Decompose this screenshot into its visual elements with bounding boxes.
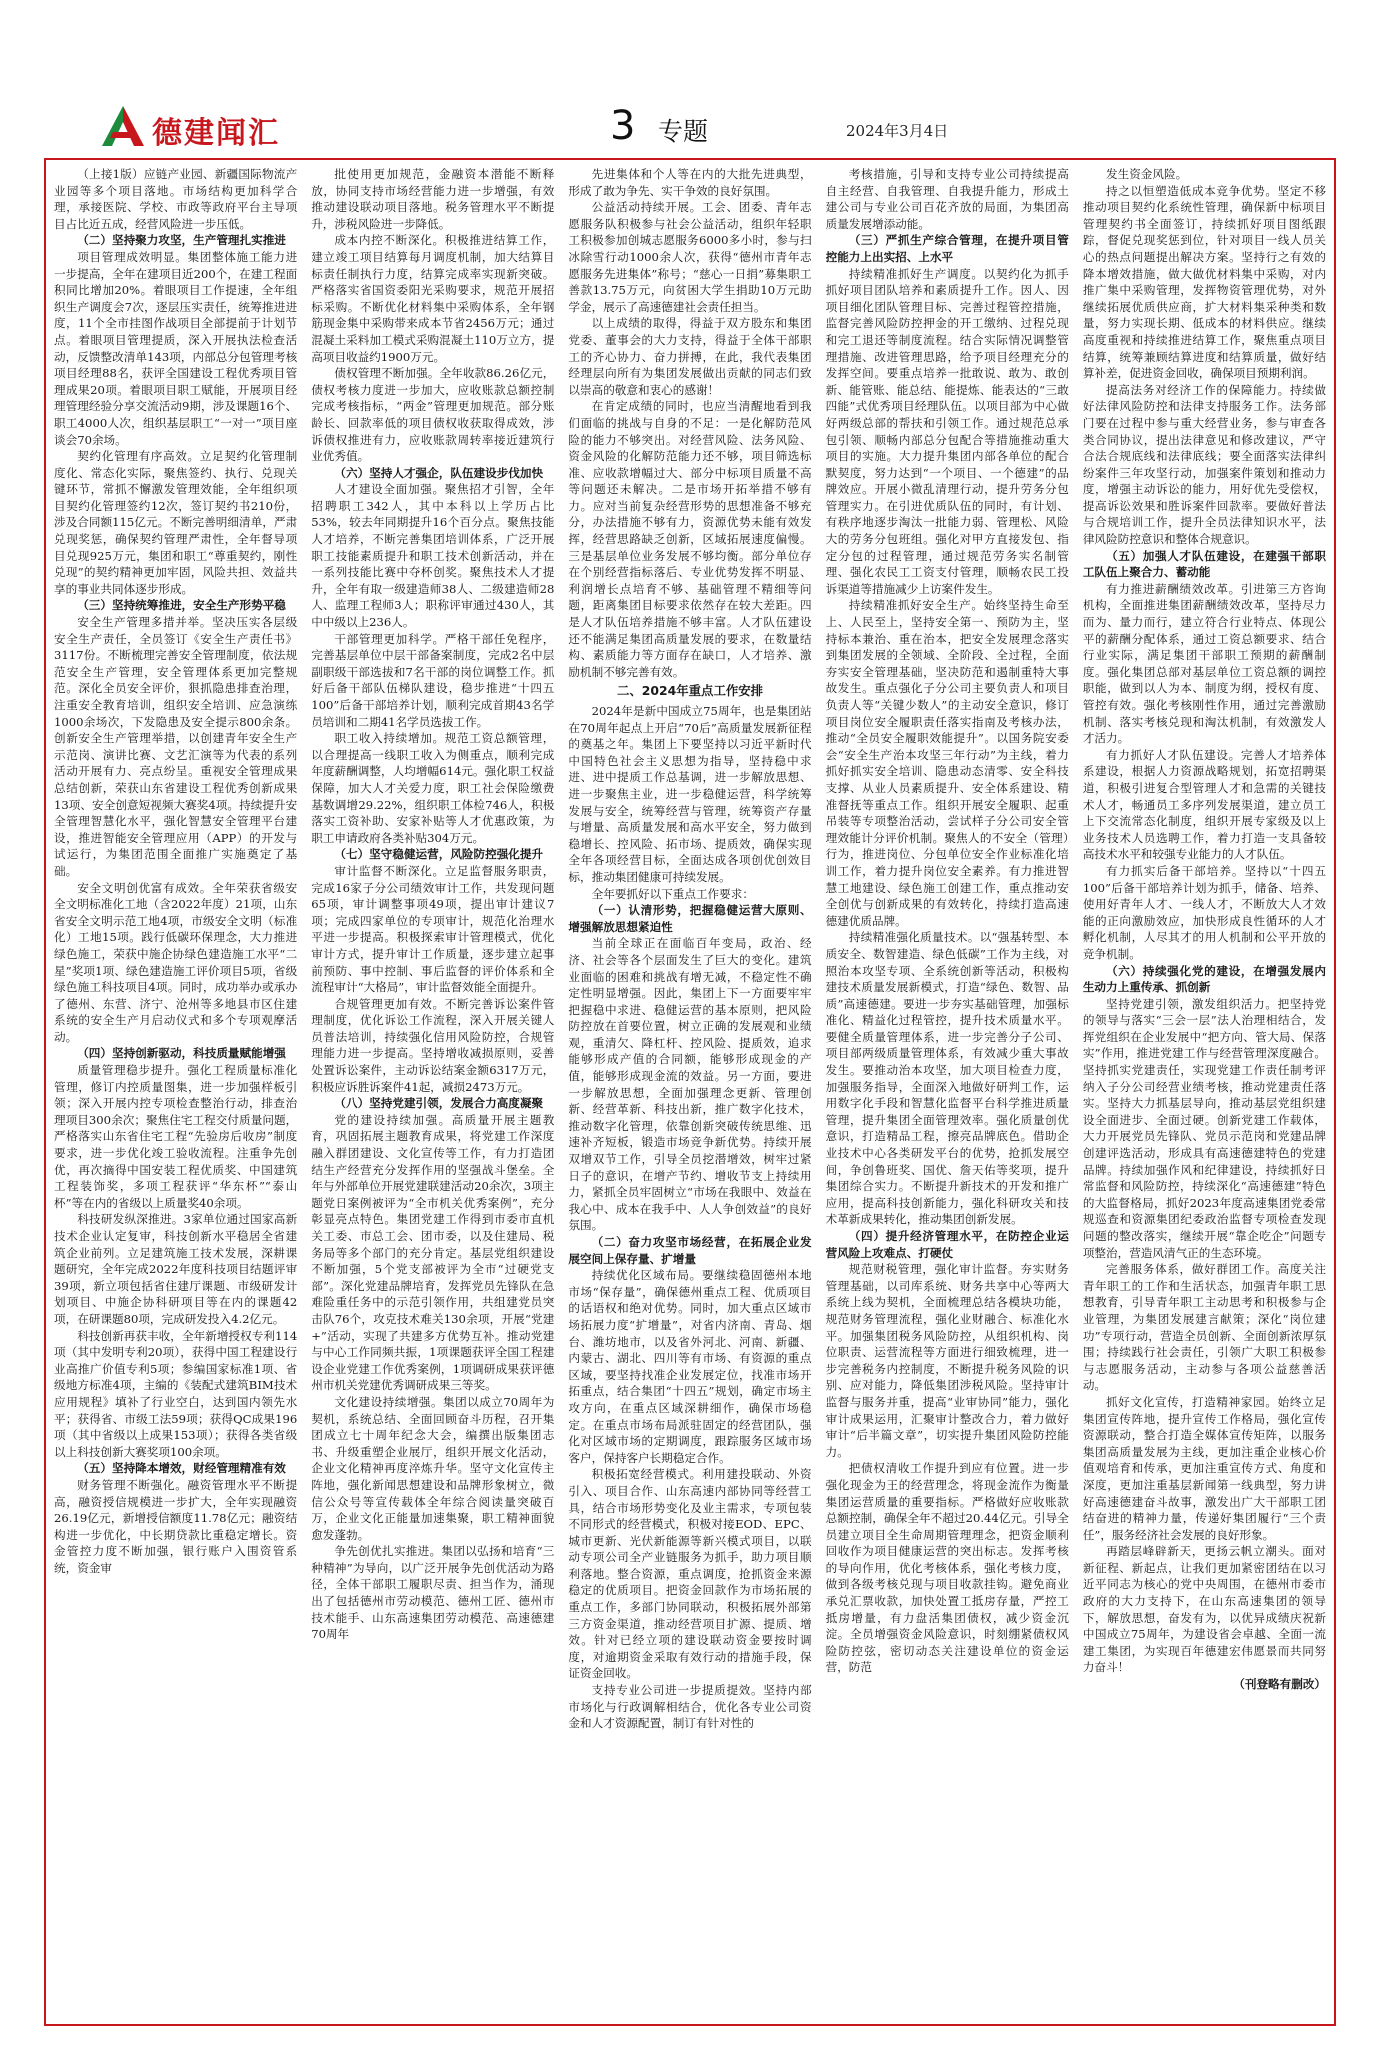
paragraph: 文化建设持续增强。集团以成立70周年为契机，系统总结、全面回顾奋斗历程，召开集团成立七十周年纪念大会，编撰出版集团志书、升级重塑企业展厅，组织开展文化活动，企业文化精神再度淬炼升华。坚守文化宣传主阵地，强化新闻思想建设和品牌形象树立，微信公众号等宣传载体全年综合阅读量突破百万，企业文化正能量加速集聚，职工精神面貌愈发蓬勃。 [311,1394,555,1542]
section-heading: （五）加强人才队伍建设，在建强干部职工队伍上聚合力、蓄动能 [1082,548,1327,580]
article-body [54,166,1326,2018]
paragraph: 债权管理不断加强。全年收款86.26亿元，债权考核力度进一步加大，应收账款总额控制完成考核指标，“两金”管理更加规范。部分账龄长、回款率低的项目债权收获取得成效，涉诉债权推进有力，应收账款周转率接近建筑行业优秀值。 [311,366,555,464]
section-heading: （四）坚持创新驱动，科技质量赋能增强 [77,1046,286,1061]
paragraph: 持之以恒塑造低成本竞争优势。坚定不移推动项目契约化系统性管理，确保新中标项目管理契约书全面签订，持续抓好项目图纸跟踪，督促兑现奖惩到位，针对项目一线人员关心的热点问题提出解决方案。坚持行之有效的降本增效措施，做大做优材料集中采购，对内推广集中采购管理，发挥物资管理优势，对外继续拓展优质供应商，扩大材料集采种类和数量，努力实现长期、低成本的材料供应。继续高度重视和持续推进结算工作，聚焦重点项目结算，统筹兼顾结算进度和结算质量，做好结算补差，促进资金回收，确保项目预期利润。 [1082,183,1327,381]
section-heading: （五）坚持降本增效，财经管理精准有效 [77,1461,286,1476]
paragraph: 有力抓实后备干部培养。坚持以“十四五100”后备干部培养计划为抓手，储备、培养、使用好青年人才、一线人才，不断放大人才效能的正向激励效应，加快形成良性循环的人才孵化机制，人尽其才的用人机制和公平开放的竞争机制。 [1082,863,1327,961]
paragraph: 人才建设全面加强。聚焦招才引智，全年招聘职工342人，其中本科以上学历占比53%，较去年同期提升16个百分点。聚焦技能人才培养，不断完善集团培训体系，广泛开展职工技能素质提升和职工技术创新活动，并在一系列技能比赛中夺杯创奖。聚焦技术人才提升，全年有取一级建造师38人、二级建造师28人、监理工程师3人；职称评审通过430人，其中中级以上236人。 [311,482,555,630]
paragraph: 契约化管理有序高效。立足契约化管理制度化、常态化实际，聚焦签约、执行、兑现关键环节，常抓不懈激发管理效能，全年组织项目契约化管理签约12次，签订契约书210份，涉及合同额115亿元。不断完善明细清单，严肃兑现奖惩，确保契约管理严肃性，全年督导项目兑现925万元，集团和职工“尊重契约，刚性兑现”的契约精神更加牢固，风险共担、效益共享的事业共同体逐步形成。 [54,449,298,596]
article-column-4 [826,166,1069,2018]
paragraph: 完善服务体系，做好群团工作。高度关注青年职工的工作和生活状态，加强青年职工思想教育，引导青年职工主动思考和积极参与企业管理，为集团发展建言献策；深化“岗位建功”专项行动，营造全员创新、全面创新浓厚氛围；持续践行社会责任，引领广大职工积极参与志愿服务活动，主动参与各项公益慈善活动。 [1082,1262,1327,1393]
page-topic: 专题 [658,117,709,146]
paragraph: 再踏层峰辟新天，更扬云帆立潮头。面对新征程、新起点，让我们更加紧密团结在以习近平同志为核心的党中央周围，在德州市委市政府的大力支持下，在山东高速集团的领导下，解放思想，奋发有为，以优异成绩庆祝新中国成立75周年，为建设省会卓越、全面一流建工集团，为实现百年德建宏伟愿景而共同努力奋斗！ [1082,1544,1327,1675]
paragraph: 审计监督不断深化。立足监督服务职责，完成16家子分公司绩效审计工作，共发现问题65项，审计调整事项49项，提出审计建议7项；完成四家单位的专项审计，规范化治理水平进一步提高。积极探索审计管理模式，优化审计方式，提升审计工作质量，逐步建立起事前预防、事中控制、事后监督的评价体系和全流程审计“大格局”，审计监督效能全面提升。 [311,863,555,995]
paragraph: 把债权清收工作提升到应有位置。进一步强化现金为王的经营理念，将现金流作为衡量集团运营质量的重要指标。严格做好应收账款总额控制，确保全年不超过20.44亿元。引导全员建立项目全生命周期管理理念，把资金顺利回收作为项目健康运营的突出标志。发挥考核的导向作用，优化考核体系，强化考核力度，做到各级考核兑现与项目收款挂钩。避免商业承兑汇票收款，加快处置工抵房存量，严控工抵房增量，有力盘活集团债权，减少资金沉淀。全员增强资金风险意识，时刻绷紧债权风险防控弦，密切动态关注建设单位的资金运营，防范 [825,1461,1069,1675]
page-number: 3 [610,103,636,149]
issue-date: 2024年3月4日 [846,122,949,140]
section-heading: （八）坚持党建引领，发展合力高度凝聚 [334,1096,544,1111]
paragraph: 规范财税管理，强化审计监督。夯实财务管理基础，以司库系统、财务共享中心等两大系统上线为契机，全面梳理总结各模块功能，规范财务管理流程，强化业财融合、标准化水平。加强集团税务风险防控，从组织机构、岗位职责、运营流程等方面进行细致梳理，进一步完善税务内控制度，不断提升税务风险的识别、应对能力，降低集团涉税风险。坚持审计监督与服务并重，提高“业审协同”能力，强化审计成果运用，汇聚审计整改合力，着力做好审计“后半篇文章”，切实提升集团风险防控能力。 [825,1262,1069,1459]
paragraph: 干部管理更加科学。严格干部任免程序，完善基层单位中层干部备案制度，完成2名中层副职级干部选拔和7名干部的岗位调整工作。抓好后备干部队伍梯队建设，稳步推进“十四五100”后备干部培养计划，顺利完成首期43名学员培训和二期41名学员选拔工作。 [311,631,555,729]
paragraph: 在肯定成绩的同时，也应当清醒地看到我们面临的挑战与自身的不足：一是化解防范风险的能力不够突出。对经营风险、法务风险、资金风险的化解防范能力还不够，项目筛选标准、应收款增幅过大、部分中标项目质量不高等问题还未解决。二是市场开拓举措不够有力。应对当前复杂经营形势的思想准备不够充分，办法措施不够有力，资源优势未能有效发挥，经营思路缺乏创新，区域拓展速度偏慢。三是基层单位业务发展不够均衡。部分单位存在个别经营指标落后、专业优势发挥不明显、利润增长点培育不够、基础管理不精细等问题，距离集团目标要求依然存在较大差距。四是人才队伍培养措施不够丰富。人才队伍建设还不能满足集团高质量发展的要求，在数量结构、素质能力等方面存在缺口，人才培养、激励机制不够完善有效。 [568,399,812,679]
paragraph: 支持专业公司进一步提质提效。坚持内部市场化与行政调解相结合，优化各专业公司资金和人才资源配置，制订有针对性的 [568,1683,812,1731]
paragraph: 持续精准强化质量技术。以“强基转型、本质安全、数智建造、绿色低碳”工作为主线，对照治本攻坚专项、全系统创新等活动，积极构建技术质量发展新模式，打造“绿色、数智、品质”高速德建。要进一步夯实基础管理，加强标准化、精益化过程管控，提升技术质量水平。要健全质量管理体系，进一步完善分子公司、项目部两级质量管理体系，有效减少重大事故发生。要推动治本攻坚，加大项目检查力度，加强服务指导，全面深入地做好研判工作，运用数字化手段和智慧化监督平台科学推进质量管理，提升集团全面管理效率。强化质量创优意识，打造精品工程，擦亮品牌底色。借助企业技术中心各类研发平台的优势，抢抓发展空间，争创鲁班奖、国优、詹天佑等奖项，提升集团综合实力。不断提升新技术的开发和推广应用，提高科技创新能力，强化科研攻关和技术革新成果转化，推动集团创新发展。 [825,930,1069,1227]
paragraph: 积极拓宽经营模式。利用建投联动、外资引入、项目合作、山东高速内部协同等经营工具，结合市场形势变化及业主需求，专项包装不同形式的经营模式，积极对接EOD、EPC、城市更新、光伏新能源等新兴模式项目，以联动专项公司全产业链服务为抓手，助力项目顺利落地。整合资源，重点调度，抢抓资金来源稳定的优质项目。把资金回款作为市场拓展的重点工作，多部门协同联动，积极拓展外部第三方资金渠道，推动经营项目扩源、提质、增效。针对已经立项的建设联动资金要按时调度，对逾期资金采取有效行动的措施手段，保证资金回收。 [568,1467,812,1681]
paragraph: 合规管理更加有效。不断完善诉讼案件管理制度，优化诉讼工作流程，深入开展关键人员普法培训，持续强化信用风险防控，合规管理能力进一步提高。坚持增收减损原则，妥善处置诉讼案件，主动诉讼结案金额6317万元，积极应诉胜诉案件41起，减损2473万元。 [311,996,555,1094]
article-column-5 [1083,166,1326,2018]
paragraph: 以上成绩的取得，得益于双方股东和集团党委、董事会的大力支持，得益于全体干部职工的齐心协力、奋力拼搏，在此，我代表集团经理层向所有为集团发展做出贡献的同志们致以崇高的敬意和衷心的感谢！ [568,316,812,397]
section-heading: （七）坚守稳健运营，风险防控强化提升 [334,847,544,862]
section-heading: （四）提升经济管理水平，在防控企业运营风险上攻难点、打硬仗 [825,1229,1069,1260]
paragraph: 有力抓好人才队伍建设。完善人才培养体系建设，根据人力资源战略规划，拓宽招聘渠道，积极引进复合型管理人才和急需的关键技术人才，畅通员工多序列发展渠道，建立员工上下交流常态化制度，组织开展专家级及以上业务技术人员选聘工作，着力打造一支具备较高技术水平和较强专业能力的人才队伍。 [1082,747,1327,862]
paragraph: 持续精准抓好安全生产。始终坚持生命至上、人民至上，坚持安全第一、预防为主，坚持标本兼治、重在治本，把安全发展理念落实到集团发展的全领域、全阶段、全过程，全面夯实安全管理基础，坚决防范和遏制重特大事故发生。重点强化子分公司主要负责人和项目负责人等“关键少数人”的主动安全意识，修订项目岗位安全履职责任落实指南及考核办法，推动“全员安全履职效能提升”。以国务院安委会“安全生产治本攻坚三年行动”为主线，着力抓好抓实安全培训、隐患动态清零、安全科技支撑、从业人员素质提升、安全体系建设、精准督抚等重点工作。组织开展安全履职、起重吊装等专项整治活动，尝试样子分公司安全管理效能计分评价机制。聚焦人的不安全（管理）行为，推进岗位、分包单位安全作业标准化培训工作，着力提升岗位安全素养。有力推进智慧工地建设、绿色施工创建工作，重点推动安全创优与创新成果的有效转化，持续打造高速德建优质品牌。 [825,598,1069,928]
paragraph: 发生资金风险。 [1106,167,1188,181]
paragraph: 批使用更加规范，金融资本潜能不断释放，协同支持市场经营能力进一步增强，有效推动建设联动项目落地。税务管理水平不断提升，涉税风险进一步降低。 [311,167,555,231]
section-heading: （六）持续强化党的建设，在增强发展内生动力上重传承、抓创新 [1082,963,1327,995]
paragraph: 质量管理稳步提升。强化工程质量标准化管理，修订内控质量图集，进一步加强样板引领；深入开展内控专项检查整治行动，排查治理项目300余次；聚焦住宅工程交付质量问题，严格落实山东省住宅工程“先验房后收房”制度要求，进一步优化竣工验收流程。注重争先创优，再次摘得中国安装工程优质奖、中国建筑工程装饰奖，多项工程获评“华东杯”“泰山杯”等在内的省级以上质量奖40余项。 [54,1063,298,1210]
paragraph: 2024年是新中国成立75周年，也是集团站在70周年起点上开启“70后”高质量发展新征程的奠基之年。集团上下要坚持以习近平新时代中国特色社会主义思想为指导，坚持稳中求进、进中提质工作总基调，进一步解放思想、进一步聚焦主业，进一步稳健运营，科学统筹发展与安全，统筹经营与管理，统筹资产存量与增量、高质量发展和高水平安全，努力做到稳增长、控风险、拓市场、提质效，确保实现全年各项经营目标，全面达成各项创优创效目标，推动集团健康可持续发展。 [568,704,812,884]
editor-note: （刊登略有删改） [1233,1677,1327,1692]
section-heading: 二、2024年重点工作安排 [617,683,764,699]
paragraph: 职工收入持续增加。规范工资总额管理，以合理提高一线职工收入为侧重点，顺利完成年度薪酬调整，人均增幅614元。强化职工权益保障，加大人才关爱力度，职工社会保险缴费基数调增29.22%，组织职工体检746人，积极落实工资补助、安家补贴等人才优惠政策，为职工申请政府各类补贴304万元。 [311,731,555,845]
article-column-3 [568,166,811,2018]
paragraph: 先进集体和个人等在内的大批先进典型，形成了敢为争先、实干争效的良好氛围。 [568,167,812,198]
paragraph: 成本内控不断深化。积极推进结算工作，建立竣工项目结算每月调度机制，加大结算目标责任制执行力度，结算完成率实现新突破。严格落实省国资委阳光采购要求，规范开展招标采购。不断优化材料集中采购体系，全年钢筋现金集中采购带来成本节省2456万元；通过混凝土采料加工模式采购混凝土110万立方，提高项目收益约1900万元。 [311,233,555,364]
paragraph: 财务管理不断强化。融资管理水平不断提高，融资授信规模进一步扩大，全年实现融资26.19亿元，新增授信额度11.78亿元；融资结构进一步优化，中长期贷款比重稳定增长。资金管控力度不断加强，银行账户入围资管系统，资金审 [54,1477,298,1575]
paragraph: 持续优化区域布局。要继续稳固德州本地市场“保存量”，确保德州重点工程、优质项目的话语权和绝对优势。同时，加大重点区域市场拓展力度“扩增量”，对省内济南、青岛、烟台、潍坊地市，以及省外河北、河南、新疆、内蒙古、湖北、四川等有市场、有资源的重点区域，要坚持找准企业发展定位，找准市场开拓重点，结合集团“十四五”规划，确定市场主攻方向，在重点区域深耕细作，确保市场稳定。在重点市场布局派驻固定的经营团队，强化对区域市场的定期调度，跟踪服务区域市场客户，保持客户长期稳定合作。 [568,1268,812,1465]
paragraph: 提高法务对经济工作的保障能力。持续做好法律风险防控和法律支持服务工作。法务部门要在过程中参与重大经营业务，参与审查各类合同协议，提出法律意见和修改建议，严守合法合规底线和法律底线；要全面落实法律纠纷案件三年攻坚行动，加强案件策划和推动力度，增强主动诉讼的能力，用好优先受偿权，提高诉讼效果和胜诉案件回款率。要做好普法与合规培训工作，提升全员法律知识水平，法律风险防控意识和整体合规意识。 [1082,382,1327,547]
paragraph: 科技研发纵深推进。3家单位通过国家高新技术企业认定复审，科技创新水平稳居全省建筑企业前列。立足建筑施工技术发展，深耕课题研究，全年完成2022年度科技项目结题评审39项，新立项包括省住建厅课题、市级研发计划项目、中施企协科研项目等在内的课题42项，在研课题80项，完成研发投入4.2亿元。 [54,1212,298,1326]
masthead [0,0,1380,150]
section-heading: （三）严抓生产综合管理，在提升项目管控能力上出实招、上水平 [825,233,1069,264]
paragraph: 抓好文化宣传，打造精神家园。始终立足集团宣传阵地，提升宣传工作格局，强化宣传资源联动，整合打造全媒体宣传矩阵，以服务集团高质量发展为主线，更加注重企业核心价值观培育和传承，更加注重宣传方式、角度和深度，更加注重基层新闻第一线典型，努力讲好高速德建奋斗故事，激发出广大干部职工团结奋进的精神力量，传递好集团履行“三个责任”，服务经济社会发展的良好形象。 [1082,1394,1327,1542]
paragraph: 公益活动持续开展。工会、团委、青年志愿服务队积极参与社会公益活动，组织年轻职工积极参加创城志愿服务6000多小时，参与扫冰除雪行动1000余人次，获得“德州市青年志愿服务先进集体”称号；“慈心一日捐”募集职工善款13.75万元，向贫困大学生捐助10万元助学金，展示了高速德建社会责任担当。 [568,200,812,314]
newspaper-name: 德建闻汇 [152,116,280,151]
paragraph: （上接1版）应链产业园、新疆国际物流产业园等多个项目落地。市场结构更加科学合理，承接医院、学校、市政等政府平台主导项目占比近五成，经营风险进一步压低。 [54,167,298,231]
section-heading: （三）坚持统筹推进，安全生产形势平稳 [77,598,286,613]
paragraph: 有力推进薪酬绩效改革。引进第三方咨询机构，全面推进集团薪酬绩效改革，坚持尽力而为、量力而行，建立符合行业特点、体现公平的薪酬分配体系，通过工资总额要求、结合行业实际，满足集团干部职工预期的薪酬制度。强化集团总部对基层单位工资总额的调控职能，做到以人为本、制度为纲，授权有度、管控有效。强化考核刚性作用，通过完善激励机制、落实考核兑现和淘汰机制，有效激发人才活力。 [1082,581,1327,746]
paragraph: 项目管理成效明显。集团整体施工能力进一步提高，全年在建项目近200个，在建工程面积同比增加20%。着眼项目工作提速，全年组织生产调度会7次，逐层压实责任，统筹推进进度，11个全市挂图作战项目全部提前于计划节点。着眼项目管理提质，深入开展执法检查活动，反馈整改清单143项，内部总分包管理考核项目经理88名，获评全国建设工程优秀项目管理成果20项。着眼项目职工赋能，开展项目经理管理经验分享交流活动9期，涉及课题16个、职工4000人次，组织基层职工“一对一”项目座谈会70余场。 [54,249,298,447]
paragraph: 持续精准抓好生产调度。以契约化为抓手抓好项目团队培养和素质提升工作。因人、因项目细化团队管理目标、完善过程管控措施，监督完善风险防控押金的开工缴纳、过程兑现和完工退还等制度流程。结合实际情况调整管理措施、改进管理思路，给予项目经理充分的发挥空间。要重点培养一批敢说、敢为、敢创新、能管账、能总结、能提炼、能表达的“三敢四能”式优秀项目经理队伍。以项目部为中心做好两级总部的帮扶和引领工作。通过规范总承包引领、顺畅内部总分包配合等措施推动重大项目的实施。大力提升集团内部各单位的配合默契度，努力达到“一个项目、一个德建”的品牌效应。开展小微乱清理行动，提升劳务分包管理实力。在引进优质队伍的同时，有计划、有秩序地逐步淘汰一批能力弱、管理松、风险大的劳务分包班组。强化对甲方直接发包、指定分包的过程管理，通过规范劳务实名制管理、强化农民工工资支付管理，顺畅农民工投诉渠道等措施减少上访案件发生。 [825,266,1069,596]
paragraph: 当前全球正在面临百年变局，政治、经济、社会等各个层面发生了巨大的变化。建筑业面临的困难和挑战有增无减，不稳定性不确定性明显增强。因此，集团上下一方面要牢牢把握稳中求进、稳健运营的基本原则，把风险防控放在首要位置，树立正确的发展观和业绩观，重清欠、降杠杆、控风险、提质效，追求能够形成产值的合同额，能够形成现金的产值，能够形成现金流的效益。另一方面，要进一步解放思想，全面加强理念更新、管理创新、经营革新、科技出新，推广数字化技术，推动数字化管理，依靠创新突破传统思维、迅速补齐短板，锻造市场竞争新优势。持续开展双增双节工作，引导全员挖潜增效，树牢过紧日子的意识，在增产节约、增收节支上持续用力，紧抓全员牢固树立“市场在我眼中、效益在我心中、成本在我手中、人人争创效益”的良好氛围。 [568,936,812,1233]
section-heading: （二）坚持聚力攻坚，生产管理扎实推进 [77,233,286,248]
article-column-2 [311,166,554,2018]
section-heading: （二）奋力攻坚市场经营，在拓展企业发展空间上保存量、扩增量 [568,1235,812,1266]
paragraph: 安全文明创优富有成效。全年荣获省级安全文明标准化工地（含2022年度）21项，山东省安全文明示范工地4项，市级安全文明（标准化）工地15项。践行低碳环保理念，大力推进绿色施工，荣获中施企协绿色建造施工水平“二星”奖项1项、绿色建造施工评价项目5项，省级绿色施工科技项目4项。同时，成功举办或承办了德州、东营、济宁、沧州等多地县市区住建系统的安全生产月启动仪式和多个专项观摩活动。 [54,880,298,1044]
section-heading: （一）认清形势，把握稳健运营大原则、增强解放思想紧迫性 [568,903,812,934]
section-heading: （六）坚持人才强企，队伍建设步伐加快 [334,465,544,480]
paragraph: 争先创优扎实推进。集团以弘扬和培育“三种精神”为导向，以广泛开展争先创优活动为路径，全体干部职工履职尽责、担当作为，涌现出了包括德州市劳动模范、德州工匠、德州市技术能手、山东高速集团劳动模范、高速德建70周年 [311,1544,555,1642]
paragraph: 考核措施，引导和支持专业公司持续提高自主经营、自我管理、自我提升能力，形成土建公司与专业公司百花齐放的局面，为集团高质量发展增添动能。 [825,167,1069,231]
paragraph: 科技创新再获丰收，全年新增授权专利114项（其中发明专利20项），获得中国工程建设行业高推广价值专利5项；参编国家标准1项、省级地方标准4项，主编的《装配式建筑BIM技术应用规程》填补了行业空白，达到国内领先水平；获得省、市级工法59项；获得QC成果196项（其中省级以上成果153项）；获得各类省级以上科技创新大赛奖项100余项。 [54,1328,298,1459]
paragraph: 全年要抓好以下重点工作要求： [591,886,754,901]
company-logo-icon [100,104,146,148]
paragraph: 党的建设持续加强。高质量开展主题教育，巩固拓展主题教育成果，将党建工作深度融入群团建设、文化宣传等工作，有力打造团结生产经营充分发挥作用的坚强战斗堡垒。全年与外部单位开展党建联建活动20余次，3项主题党日案例被评为“全市机关优秀案例”，充分彰显亮点特色。集团党建工作得到市委市直机关工委、市总工会、团市委，以及住建局、税务局等多个部门的充分肯定。基层党组织建设不断加强，5个党支部被评为全市“过硬党支部”。深化党建品牌培育，发挥党员先锋队在急难险重任务中的示范引领作用，共组建党员突击队76个，攻克技术难关130余项，开展“党建+”活动，实现了共建多方优势互补。推动党建与中心工作同频共振，1项课题获评全国工程建设企业党建工作优秀案例，1项调研成果获评德州市机关党建优秀调研成果三等奖。 [311,1112,555,1393]
paragraph: 安全生产管理多措并举。坚决压实各层级安全生产责任，全员签订《安全生产责任书》3117份。不断梳理完善安全管理制度，依法规范安全生产管理，安全管理体系更加完整规范。深化全员安全评价，狠抓隐患排查治理，注重安全教育培训，组织安全培训、应急演练1000余场次，下发隐患及安全提示800余条。创新安全生产管理举措，以创建青年安全生产示范岗、演讲比赛、文艺汇演等为代表的系列活动开展有力、亮点纷呈。重视安全管理成果总结创新，荣获山东省建设工程优秀创新成果13项、安全创意短视频大赛奖4项。持续提升安全管理智慧化水平，强化智慧安全管理平台建设，推进智能安全管理应用（APP）的开发与试运行，为集团范围全面推广实施奠定了基础。 [54,615,298,878]
paragraph: 坚持党建引领，激发组织活力。把坚持党的领导与落实“三会一层”法人治理相结合，发挥党组织在企业发展中“把方向、管大局、保落实”作用，推进党建工作与经营管理深度融合。坚持抓实党建责任，实现党建工作责任制考评纳入子分公司经营业绩考核，推动党建责任落实。坚持大力抓基层导向，推动基层党组织建设全面进步、全面过硬。创新党建工作载体，大力开展党员先锋队、党员示范岗和党建品牌创建评选活动，形成具有高速德建特色的党建品牌。持续加强作风和纪律建设，持续抓好日常监督和风险防控，持续深化“高速德建”特色的大监督格局，抓好2023年度高速集团党委常规巡查和资源集团纪委政治监督专项检查发现问题的整改落实，继续开展“靠企吃企”问题专项整治，营造风清气正的生态环境。 [1082,996,1327,1260]
article-column-1 [54,166,297,2018]
